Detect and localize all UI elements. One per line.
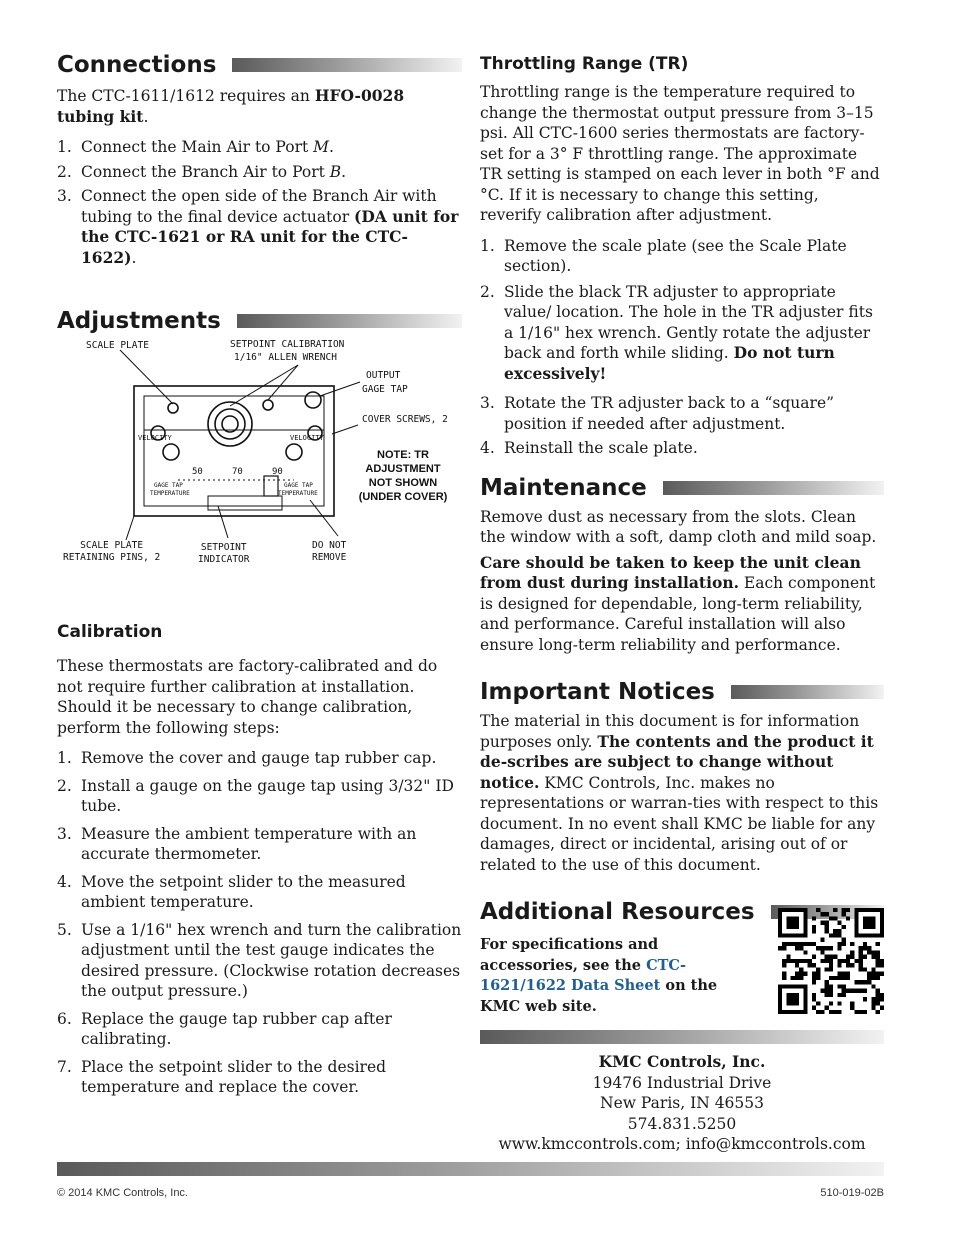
- label-line: INDICATOR: [198, 554, 250, 565]
- label-allen-wrench: 1/16" ALLEN WRENCH: [234, 352, 337, 363]
- label-setpoint-calibration: SETPOINT CALIBRATION: [230, 339, 345, 350]
- list-item: 5. Use a 1/16" hex wrench and turn the calibration adjustment until the test gauge indicates the desired pressure. (Clockwise rotation decreases the output pressure.): [57, 920, 462, 1000]
- label-temperature-left: TEMPERATURE: [150, 490, 190, 497]
- list-item: 2. Install a gauge on the gauge tap using 3/32" ID tube.: [57, 776, 454, 815]
- web-contact[interactable]: www.kmccontrols.com; info@kmccontrols.com: [498, 1135, 866, 1153]
- note-tr: [348, 448, 458, 504]
- left-column: [57, 48, 462, 1098]
- list-item: 6. Replace the gauge tap rubber cap after calibrating.: [57, 1009, 392, 1048]
- label-line: DO NOT: [312, 540, 347, 551]
- copyright: © 2014 KMC Controls, Inc.: [57, 1187, 188, 1199]
- scale-50: 50: [192, 467, 203, 477]
- label-velocity-right: VELOCITY: [290, 434, 324, 442]
- footer-rule: [57, 1162, 884, 1176]
- maintenance-heading-row: [480, 471, 884, 505]
- scale-70: 70: [232, 467, 243, 477]
- calibration-steps: [57, 748, 462, 1098]
- calibration-heading: Calibration: [57, 622, 163, 642]
- company-address: [480, 1052, 884, 1155]
- maintenance-heading: Maintenance: [480, 474, 647, 501]
- list-item: 3. Connect the open side of the Branch Air with tubing to the final device actuator (DA unit for the CTC-1621 or RA unit for the CTC-1622).: [57, 187, 459, 267]
- notices-heading: Important Notices: [480, 679, 715, 705]
- list-item: 1. Remove the cover and gauge tap rubber cap.: [57, 749, 437, 767]
- label-scale-plate: SCALE PLATE: [86, 340, 149, 351]
- heading-rule: [237, 314, 462, 328]
- list-item: 4. Move the setpoint slider to the measured ambient temperature.: [57, 872, 406, 911]
- label-line: SCALE PLATE: [80, 540, 144, 551]
- maintenance-p2: Care should be taken to keep the unit clean from dust during installation. Each component is designed for dependable, long-term reliability, and performance. Careful installation will also ensure long-term reliability and performance.: [480, 552, 876, 654]
- resources-heading: Additional Resources: [480, 899, 755, 925]
- connections-steps: [57, 137, 462, 268]
- city: New Paris, IN 46553: [600, 1094, 764, 1112]
- resources-text: For specifications and accessories, see the CTC-1621/1622 Data Sheet on the KMC web site.: [480, 936, 718, 1015]
- list-item: 2. Slide the black TR adjuster to appropriate value/ location. The hole in the TR adjuster fits a 1/16" hex wrench. Gently rotate the adjuster back and forth while sliding. Do not turn excessively!: [480, 282, 873, 383]
- throttling-intro: Throttling range is the temperature required to change the thermostat output pressure from 3–15 psi. All CTC-1600 series thermostats are factory-set for a 3° F throttling range. The approximate TR setting is stamped on each lever in both °F and °C. If it is necessary to change this setting, reverify calibration after adjustment.: [480, 83, 880, 224]
- note-line: NOT SHOWN: [368, 477, 438, 489]
- label-retaining-pins: [63, 540, 160, 564]
- scale-90: 90: [272, 467, 283, 477]
- throttling-steps: [480, 236, 884, 459]
- address-rule: [480, 1030, 884, 1044]
- adjustments-heading: Adjustments: [57, 308, 221, 334]
- note-line: NOTE: TR: [377, 449, 429, 461]
- label-output: OUTPUT: [366, 370, 401, 381]
- list-item: 3. Measure the ambient temperature with an accurate thermometer.: [57, 824, 417, 863]
- thermostat-diagram: [58, 330, 458, 570]
- list-item: 3. Rotate the TR adjuster back to a “square” position if needed after adjustment.: [480, 394, 835, 433]
- label-line: RETAINING PINS, 2: [63, 552, 161, 563]
- connections-heading: Connections: [57, 52, 217, 78]
- list-item: 1. Remove the scale plate (see the Scale Plate section).: [480, 236, 847, 275]
- note-line: ADJUSTMENT: [365, 463, 441, 475]
- label-gage-tap-left: GAGE TAP: [154, 482, 183, 489]
- right-column: [480, 48, 884, 1017]
- notices-heading-row: [480, 675, 884, 709]
- label-temperature-right: TEMPERATURE: [278, 490, 318, 497]
- label-line: SETPOINT: [200, 542, 247, 553]
- list-item: 4. Reinstall the scale plate.: [480, 439, 698, 457]
- list-item: 7. Place the setpoint slider to the desired temperature and replace the cover.: [57, 1057, 387, 1096]
- notices-text: The material in this document is for information purposes only. The contents and the product it de-scribes are subject to change without notice. KMC Controls, Inc. makes no representations or warran-ties with respect to this document. In no event shall KMC be liable for any damages, direct or incidental, arising out of or related to the use of this document.: [480, 712, 879, 874]
- label-do-not-remove: [312, 540, 346, 564]
- connections-heading-row: [57, 48, 462, 82]
- doc-number: 510-019-02B: [820, 1187, 884, 1199]
- company-name: KMC Controls, Inc.: [598, 1052, 766, 1071]
- qr-code-icon[interactable]: [778, 908, 884, 1014]
- maintenance-p1: Remove dust as necessary from the slots. Clean the window with a soft, damp cloth and mild soap.: [480, 507, 877, 546]
- connections-intro: The CTC-1611/1612 requires an HFO-0028 tubing kit.: [57, 86, 405, 126]
- label-line: REMOVE: [312, 552, 347, 563]
- heading-rule: [232, 58, 462, 72]
- label-gage-tap: GAGE TAP: [362, 384, 408, 395]
- label-setpoint-indicator: [198, 542, 249, 566]
- label-velocity-left: VELOCITY: [138, 434, 172, 442]
- list-item: 2. Connect the Branch Air to Port B.: [57, 162, 347, 181]
- calibration-intro: These thermostats are factory-calibrated and do not require further calibration at installation. Should it be necessary to change calibration, perform the following steps:: [57, 657, 438, 737]
- label-gage-tap-right: GAGE TAP: [284, 482, 313, 489]
- heading-rule: [663, 481, 884, 495]
- note-line: (UNDER COVER): [358, 491, 448, 503]
- street: 19476 Industrial Drive: [592, 1073, 772, 1092]
- label-cover-screws: COVER SCREWS, 2: [362, 414, 448, 425]
- list-item: 1. Connect the Main Air to Port M.: [57, 138, 334, 156]
- phone: 574.831.5250: [627, 1114, 737, 1133]
- throttling-heading: Throttling Range (TR): [480, 54, 689, 74]
- data-sheet-link[interactable]: CTC-1621/1622 Data Sheet: [480, 956, 686, 994]
- heading-rule: [731, 685, 884, 699]
